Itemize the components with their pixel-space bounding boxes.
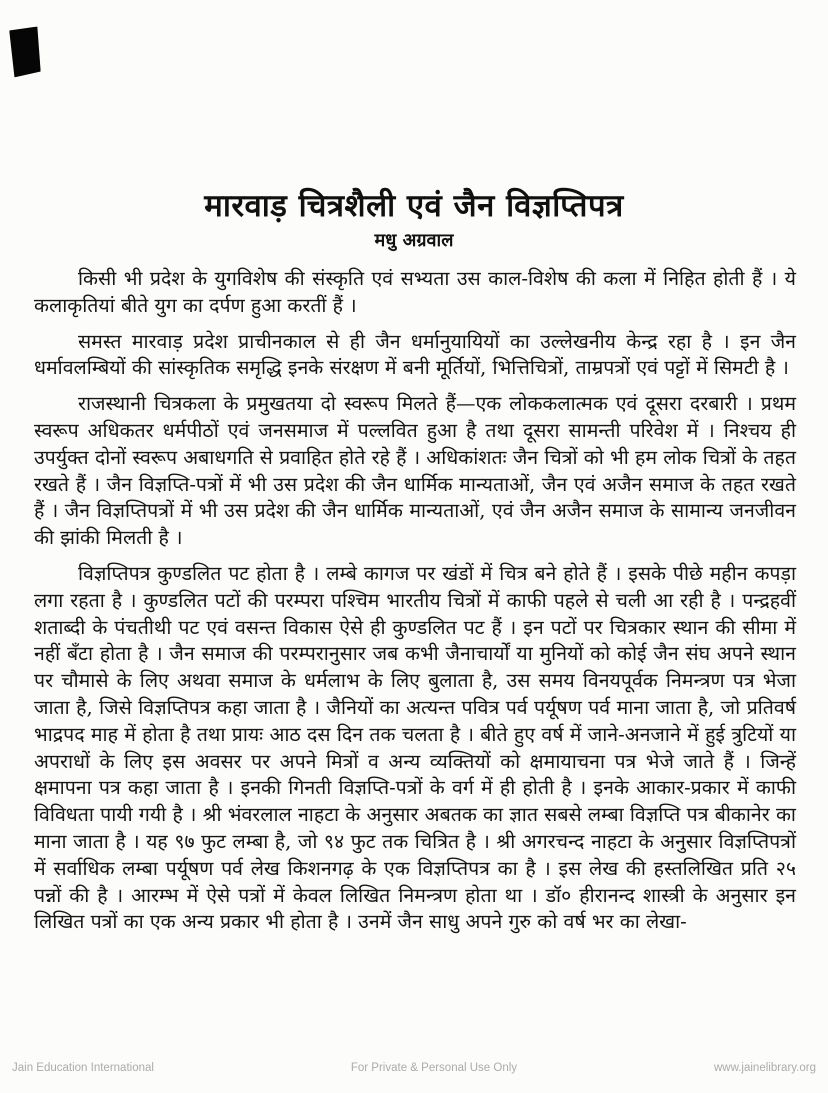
footer-usage-note: For Private & Personal Use Only xyxy=(350,1062,518,1074)
page-title: मारवाड़ चित्रशैली एवं जैन विज्ञप्तिपत्र xyxy=(204,187,624,224)
paragraph-2: समस्त मारवाड़ प्रदेश प्राचीनकाल से ही जैन धर्मानुयायियों का उल्लेखनीय केन्द्र रहा है । इन जैन धर्मावलम्बियों की सांस्कृतिक समृद्धि इनके संरक्षण में बनी मूर्तियों, भित्तिचित्रों, ताम्रपत्रों एवं पट्टों में सिमटी है । xyxy=(34,329,796,380)
author-name: मधु अग्रवाल xyxy=(374,230,454,251)
article-body xyxy=(34,266,796,945)
paragraph-4: विज्ञप्तिपत्र कुण्डलित पट होता है । लम्बे कागज पर खंडों में चित्र बने होते हैं । इसके पीछे महीन कपड़ा लगा रहता है । कुण्डलित पटों की परम्परा पश्चिम भारतीय चित्रों में काफी पहले से चली आ रही है । पन्द्रहवीं शताब्दी के पंचतीथी पट एवं वसन्त विकास ऐसे ही कुण्डलित पट हैं । इन पटों पर चित्रकार स्थान की सीमा में नहीं बँटा होता है । जैन समाज की परम्परानुसार जब कभी जैनाचार्यों या मुनियों को कोई जैन संघ अपने स्थान पर चौमासे के लिए अथवा समाज के धर्मलाभ के लिए बुलाता है, उस समय विनयपूर्वक निमन्त्रण पत्र भेजा जाता है, जिसे विज्ञप्तिपत्र कहा जाता है । जैनियों का अत्यन्त पवित्र पर्व पर्यूषण पर्व माना जाता है, जो प्रतिवर्ष भाद्रपद माह में होता है तथा प्रायः आठ दस दिन तक चलता है । बीते हुए वर्ष में जाने-अनजाने में हुई त्रुटियों या अपराधों के लिए इस अवसर पर अपने मित्रों व अन्य व्यक्तियों को क्षमायाचना पत्र भेजे जाते हैं । जिन्हें क्षमापना पत्र कहा जाता है । इनकी गिनती विज्ञप्ति-पत्रों के वर्ग में ही होती है । इनके आकार-प्रकार में काफी विविधता पायी गयी है । श्री भंवरलाल नाहटा के अनुसार अबतक का ज्ञात सबसे लम्बा विज्ञप्ति पत्र बीकानेर का माना जाता है । यह ९७ फुट लम्बा है, जो ९४ फुट तक चित्रित है । श्री अगरचन्द नाहटा के अनुसार विज्ञप्तिपत्रों में सर्वाधिक लम्बा पर्यूषण पर्व लेख किशनगढ़ के एक विज्ञप्तिपत्र का है । इस लेख की हस्तलिखित प्रति २५ पन्नों की है । आरम्भ में ऐसे पत्रों में केवल लिखित निमन्त्रण होता था । डॉ० हीरानन्द शास्त्री के अनुसार इन लिखित पत्रों का एक अन्य प्रकार भी होता है । उनमें जैन साधु अपने गुरु को वर्ष भर का लेखा- xyxy=(34,561,796,934)
page-footer xyxy=(12,1062,816,1074)
paragraph-3: राजस्थानी चित्रकला के प्रमुखतया दो स्वरूप मिलते हैं—एक लोककलात्मक एवं दूसरा दरबारी । प्रथम स्वरूप अधिकतर धर्मपीठों एवं जनसमाज में पल्लवित हुआ है तथा दूसरा सामन्ती परिवेश में । निश्चय ही उपर्युक्त दोनों स्वरूप अबाधगति से प्रवाहित होते रहे हैं । अधिकांशतः जैन चित्रों को भी हम लोक चित्रों के तहत रखते हैं । जैन विज्ञप्ति-पत्रों में भी उस प्रदेश की जैन धार्मिक मान्यताओं, जैन एवं अजैन समाज के तहत रखते हैं । जैन विज्ञप्तिपत्रों में भी उस प्रदेश की जैन धार्मिक मान्यताओं, एवं जैन अजैन समाज के सामान्य जनजीवन की झांकी मिलती है । xyxy=(34,392,796,550)
paragraph-1: किसी भी प्रदेश के युगविशेष की संस्कृति एवं सभ्यता उस काल-विशेष की कला में निहित होती हैं । ये कलाकृतियां बीते युग का दर्पण हुआ करतीं हैं । xyxy=(34,267,796,317)
footer-publisher: Jain Education International xyxy=(12,1062,154,1074)
footer-website: www.jainelibrary.org xyxy=(713,1062,816,1074)
scan-corner-artifact xyxy=(9,26,41,77)
